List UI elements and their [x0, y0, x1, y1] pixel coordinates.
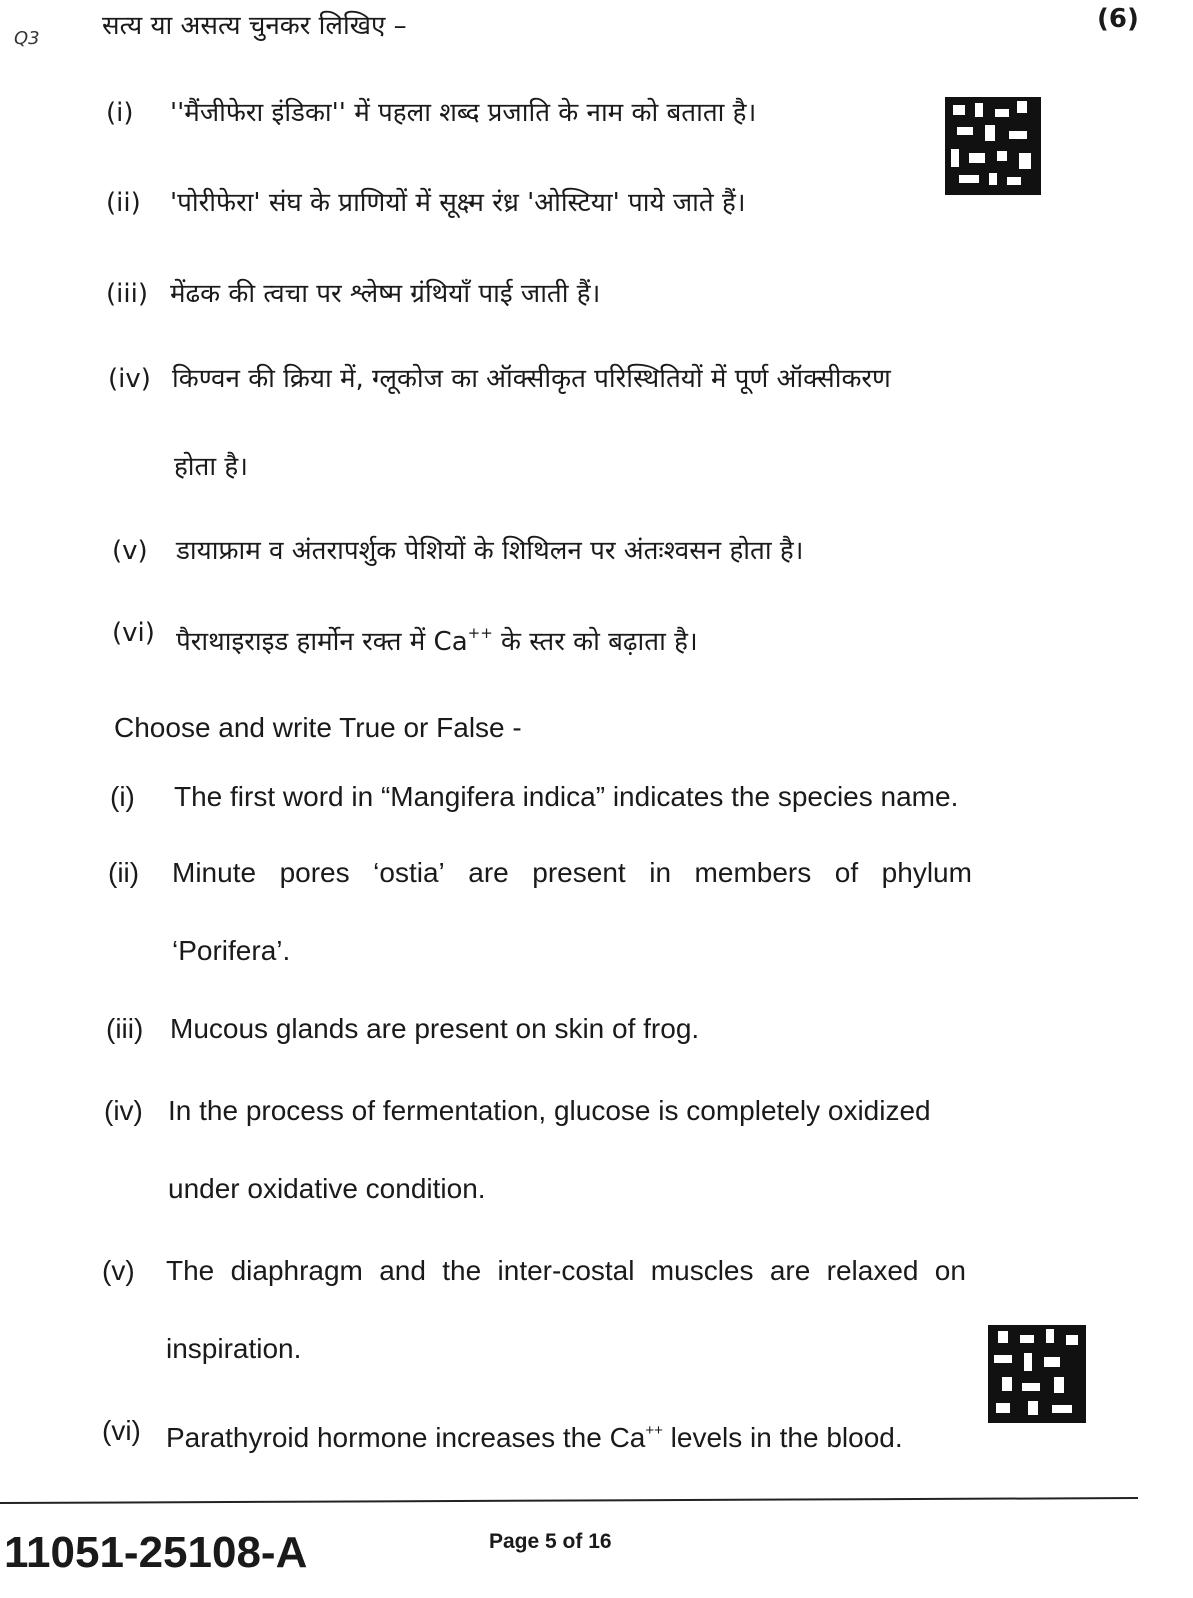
item-text: In the process of fermentation, glucose is completely oxidized — [168, 1095, 931, 1126]
qr-code-top — [945, 97, 1041, 195]
item-text: पैराथाइराइड हार्मोन रक्त में Ca++ के स्तर को बढ़ाता है। — [176, 624, 698, 657]
page-number: Page 5 of 16 — [489, 1530, 612, 1553]
item-text: Mucous glands are present on skin of frog. — [170, 1013, 700, 1044]
item-text: Minute pores ‘ostia’ are present in members of phylum — [172, 857, 972, 888]
item-text: किण्वन की क्रिया में, ग्लूकोज का ऑक्सीकृत परिस्थितियों में पूर्ण ऑक्सीकरण — [172, 364, 891, 394]
hindi-item-4-continuation: होता है। — [174, 452, 249, 482]
item-number: (vi) — [102, 1415, 141, 1446]
item-number: (iii) — [106, 1013, 144, 1044]
item-text: ''मैंजीफेरा इंडिका'' में पहला शब्द प्रजाति के नाम को बताता है। — [170, 98, 757, 128]
item-number: (v) — [112, 536, 148, 566]
item-number: (iii) — [106, 279, 148, 309]
item-text: डायाफ्राम व अंतरापर्शुक पेशियों के शिथिलन पर अंतःश्वसन होता है। — [176, 536, 804, 566]
item-number: (i) — [110, 781, 135, 812]
english-item-5-continuation: inspiration. — [166, 1333, 302, 1364]
item-number: (iv) — [104, 1095, 143, 1126]
item-number: (ii) — [106, 188, 141, 218]
item-number: (vi) — [112, 618, 155, 648]
item-number: (v) — [102, 1255, 135, 1286]
instruction-hindi: सत्य या असत्य चुनकर लिखिए – — [102, 11, 407, 41]
item-number: (i) — [106, 98, 134, 128]
qr-code-bottom — [988, 1325, 1086, 1423]
english-item-2-continuation: ‘Porifera’. — [172, 935, 291, 966]
footer-divider — [0, 1497, 1138, 1504]
item-number: (iv) — [108, 364, 151, 394]
item-text: The diaphragm and the inter-costal muscles are relaxed on — [166, 1255, 966, 1286]
paper-code: 11051-25108-A — [4, 1528, 308, 1577]
item-text: मेंढक की त्वचा पर श्लेष्म ग्रंथियाँ पाई जाती हैं। — [170, 279, 601, 309]
item-text: 'पोरीफेरा' संघ के प्राणियों में सूक्ष्म रंध्र 'ओस्टिया' पाये जाते हैं। — [170, 188, 746, 218]
english-item-4-continuation: under oxidative condition. — [168, 1173, 486, 1204]
item-text: Parathyroid hormone increases the Ca++ levels in the blood. — [166, 1422, 903, 1453]
item-number: (ii) — [108, 857, 140, 888]
marks-label: (6) — [1097, 4, 1139, 34]
question-number: Q3 — [14, 28, 40, 49]
item-text: The first word in “Mangifera indica” indicates the species name. — [174, 781, 959, 812]
instruction-english: Choose and write True or False - — [114, 712, 522, 743]
